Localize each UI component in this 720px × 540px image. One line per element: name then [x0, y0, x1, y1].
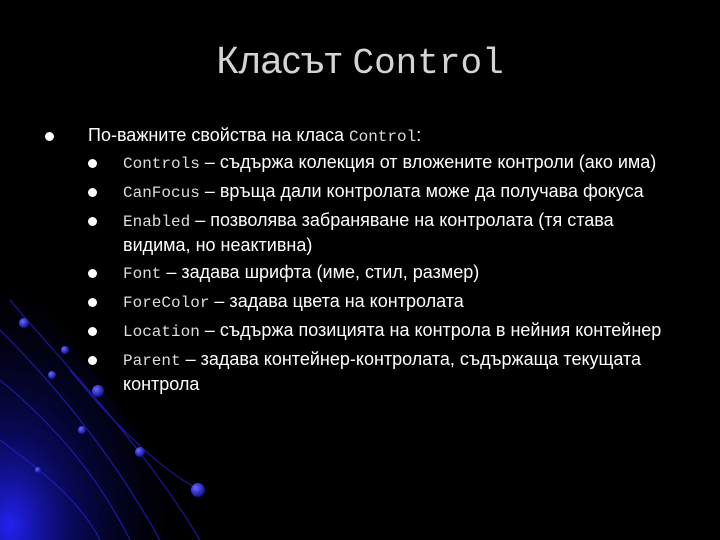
intro-suffix: : — [416, 125, 422, 145]
bullet-dot-icon — [88, 298, 97, 307]
bullet-dot-icon — [88, 188, 97, 197]
property-description: – връща дали контролата може да получава фокуса — [199, 181, 644, 201]
property-name: CanFocus — [123, 184, 200, 202]
bullet-dot-icon — [88, 327, 97, 336]
property-list — [88, 151, 685, 396]
main-bullet-item — [45, 124, 685, 396]
property-description: – съдържа позицията на контрола в нейния контейнер — [199, 320, 662, 340]
bullet-dot-icon — [88, 159, 97, 168]
property-description: – съдържа колекция от вложените контроли (ако има) — [199, 152, 657, 172]
property-description: – задава шрифта (име, стил, размер) — [161, 262, 480, 282]
property-description: – задава контейнер-контролата, съдържаща текущата контрола — [123, 349, 642, 394]
property-name: Location — [123, 323, 200, 341]
bullet-dot-icon — [45, 132, 54, 141]
bullet-dot-icon — [88, 269, 97, 278]
bullet-dot-icon — [88, 356, 97, 365]
property-item-forecolor — [88, 290, 685, 315]
intro-code: Control — [349, 128, 417, 146]
property-item-font — [88, 261, 685, 286]
property-name: Font — [123, 265, 162, 283]
property-item-location — [88, 319, 685, 344]
property-item-controls — [88, 151, 685, 176]
slide-content — [45, 124, 685, 400]
property-name: Enabled — [123, 213, 191, 231]
property-description: – задава цвета на контролата — [209, 291, 464, 311]
slide-title — [0, 40, 720, 84]
title-text: Класът — [216, 40, 342, 82]
property-description: – позволява забраняване на контролата (тя става видима, но неактивна) — [123, 210, 614, 255]
property-item-enabled — [88, 209, 685, 257]
property-name: ForeColor — [123, 294, 210, 312]
property-item-canfocus — [88, 180, 685, 205]
bullet-dot-icon — [88, 217, 97, 226]
intro-text: По-важните свойства на класа — [88, 125, 349, 145]
title-code: Control — [352, 43, 504, 84]
property-item-parent — [88, 348, 685, 396]
property-name: Controls — [123, 155, 200, 173]
property-name: Parent — [123, 352, 181, 370]
